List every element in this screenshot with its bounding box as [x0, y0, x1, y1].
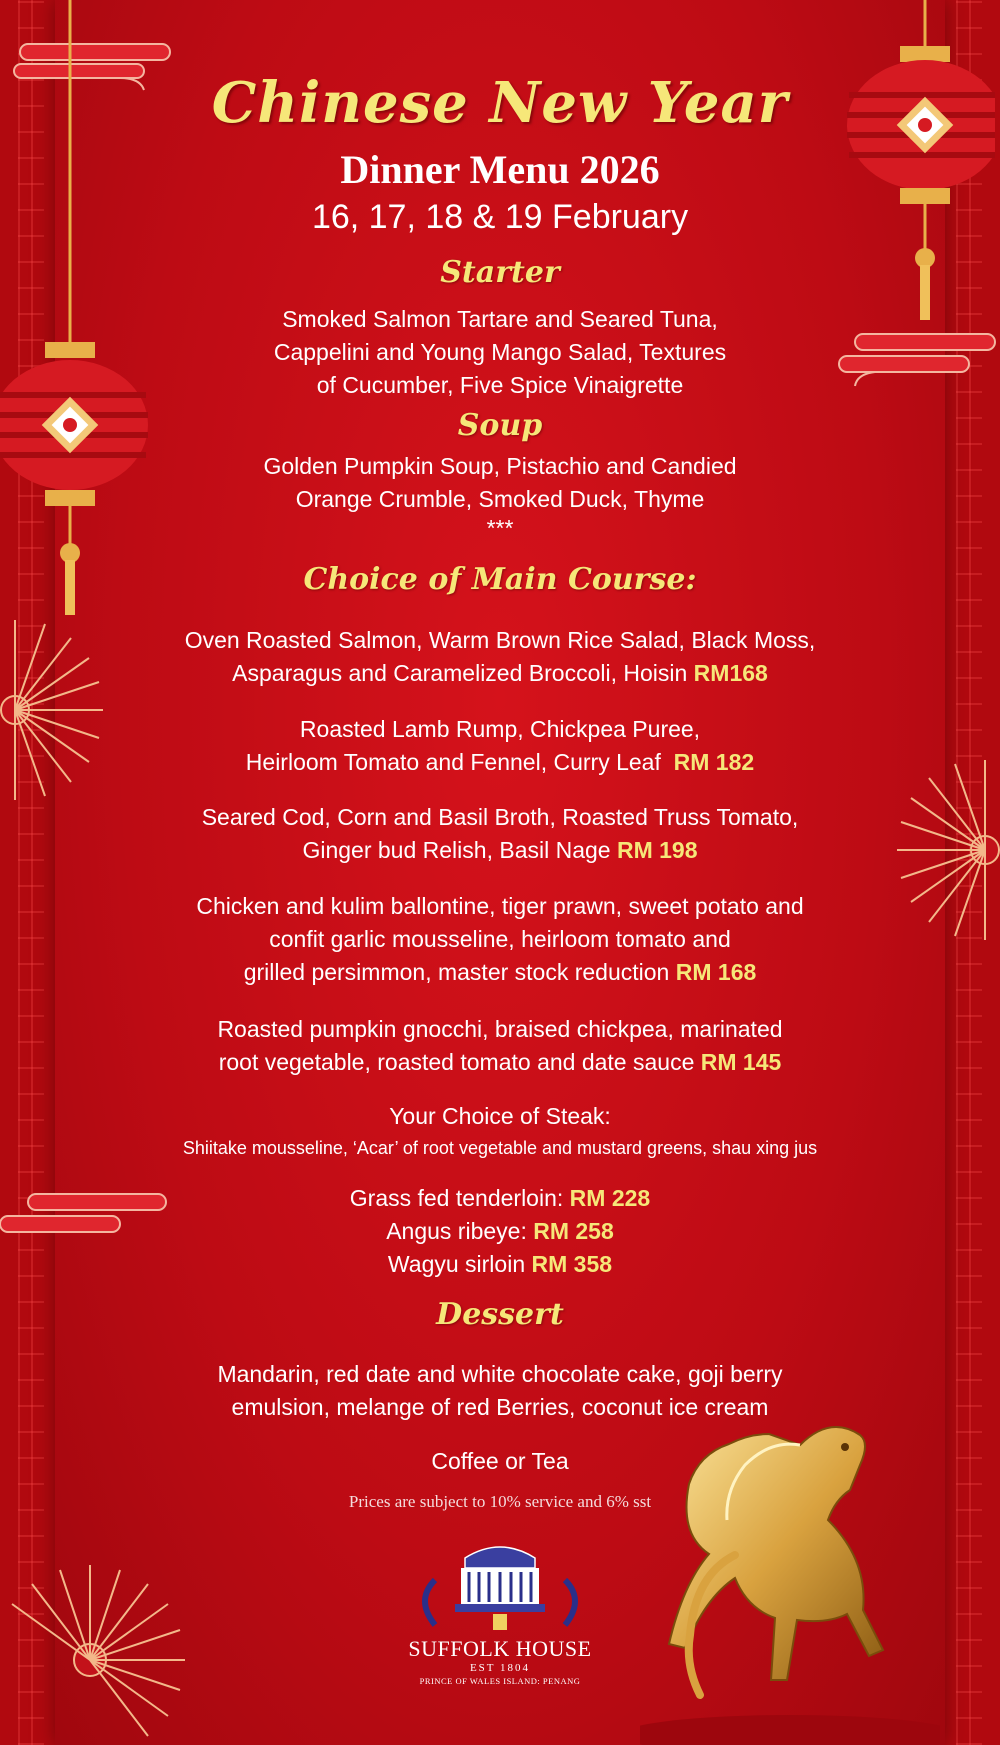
- steak-label: Angus ribeye:: [386, 1218, 534, 1244]
- price: RM168: [693, 660, 768, 686]
- price: RM 228: [569, 1185, 651, 1211]
- soup-description: [100, 450, 900, 540]
- text-line: Mandarin, red date and white chocolate cake, goji berry: [217, 1361, 783, 1387]
- text-line: grilled persimmon, master stock reduction: [243, 959, 676, 985]
- price: RM 145: [700, 1049, 782, 1075]
- steak-label: Wagyu sirloin: [387, 1251, 532, 1277]
- text-line: Heirloom Tomato and Fennel, Curry Leaf: [245, 749, 674, 775]
- text-line: Oven Roasted Salmon, Warm Brown Rice Salad, Black Moss,: [184, 627, 816, 653]
- main-item: [100, 713, 900, 779]
- text-line: Ginger bud Relish, Basil Nage: [302, 837, 617, 863]
- main-item: [100, 1013, 900, 1079]
- soup-heading: Soup: [457, 408, 543, 443]
- starter-heading: Starter: [440, 255, 560, 290]
- text-line: confit garlic mousseline, heirloom tomato and: [269, 926, 731, 952]
- text-line: Golden Pumpkin Soup, Pistachio and Candied: [263, 453, 737, 479]
- page-title: Chinese New Year: [211, 70, 789, 136]
- main-item: [100, 890, 900, 989]
- text-line: emulsion, melange of red Berries, coconut ice cream: [231, 1394, 769, 1420]
- steak-description: Shiitake mousseline, ‘Acar’ of root vegetable and mustard greens, shau xing jus: [182, 1138, 818, 1158]
- page-subtitle: Dinner Menu 2026: [340, 147, 660, 192]
- sunburst-fan-icon: [0, 1560, 190, 1745]
- list-item: [100, 1182, 900, 1215]
- logo-established: EST 1804: [469, 1662, 531, 1674]
- steak-options: [100, 1182, 900, 1281]
- text-line: Roasted Lamb Rump, Chickpea Puree,: [299, 716, 701, 742]
- separator: ***: [486, 515, 514, 541]
- list-item: [100, 1248, 900, 1281]
- sunburst-fan-icon: [895, 740, 1000, 960]
- text-line: Smoked Salmon Tartare and Seared Tuna,: [282, 306, 718, 332]
- steak-heading: Your Choice of Steak:: [389, 1103, 611, 1129]
- main-item: [100, 801, 900, 867]
- text-line: Asparagus and Caramelized Broccoli, Hoisin: [232, 660, 694, 686]
- logo-name: SUFFOLK HOUSE: [408, 1636, 592, 1661]
- price: RM 258: [533, 1218, 614, 1244]
- main-item: [100, 624, 900, 690]
- suffolk-house-logo: [405, 1530, 595, 1690]
- starter-description: [100, 303, 900, 402]
- text-line: Orange Crumble, Smoked Duck, Thyme: [295, 486, 705, 512]
- dessert-description: [100, 1358, 900, 1424]
- suffolk-house-crest-icon: [405, 1530, 595, 1635]
- text-line: Seared Cod, Corn and Basil Broth, Roasted Truss Tomato,: [201, 804, 799, 830]
- price: RM 198: [616, 837, 698, 863]
- price: RM 168: [675, 959, 757, 985]
- text-line: root vegetable, roasted tomato and date sauce: [218, 1049, 701, 1075]
- event-dates: 16, 17, 18 & 19 February: [311, 198, 689, 236]
- beverage: Coffee or Tea: [431, 1448, 569, 1474]
- main-course-heading: Choice of Main Course:: [303, 562, 697, 597]
- price: RM 358: [531, 1251, 613, 1277]
- price-note: Prices are subject to 10% service and 6% sst: [348, 1492, 652, 1511]
- logo-location: PRINCE OF WALES ISLAND: PENANG: [419, 1676, 581, 1686]
- sunburst-fan-icon: [0, 600, 105, 820]
- text-line: Chicken and kulim ballontine, tiger prawn, sweet potato and: [196, 893, 804, 919]
- steak-label: Grass fed tenderloin:: [349, 1185, 570, 1211]
- list-item: [100, 1215, 900, 1248]
- price: RM 182: [673, 749, 755, 775]
- text-line: Roasted pumpkin gnocchi, braised chickpea, marinated: [217, 1016, 783, 1042]
- text-line: of Cucumber, Five Spice Vinaigrette: [316, 372, 684, 398]
- dessert-heading: Dessert: [436, 1297, 564, 1332]
- text-line: Cappelini and Young Mango Salad, Textures: [273, 339, 727, 365]
